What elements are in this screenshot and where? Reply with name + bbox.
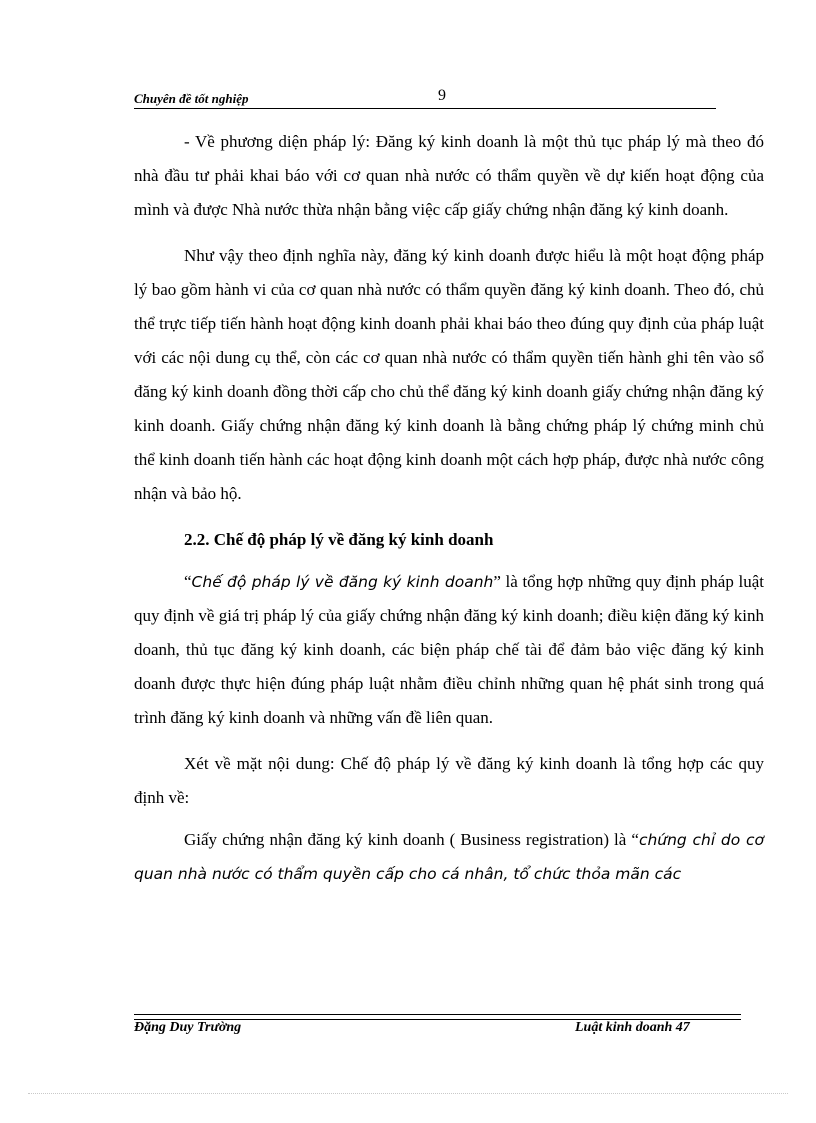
italic-term: Chế độ pháp lý về đăng ký kinh doanh	[191, 573, 494, 591]
paragraph-content: Xét về mặt nội dung: Chế độ pháp lý về đăng ký kinh doanh là tổng hợp các quy định về:	[134, 754, 764, 807]
page-edge-divider	[28, 1093, 788, 1094]
footer-author: Đặng Duy Trường	[134, 1020, 242, 1035]
paragraph-legal-regime-rest: ” là tổng hợp những quy định pháp luật quy định về giá trị pháp lý của giấy chứng nhận đăng ký kinh doanh; điều kiện đăng ký kinh doanh, thủ tục đăng ký kinh doanh, các biện pháp chế tài để đảm bảo việc đăng ký kinh doanh được thực hiện đúng pháp luật nhằm điều chỉnh những quan hệ phát sinh trong quá trình đăng ký kinh doanh và những vấn đề liên quan.	[134, 572, 764, 727]
open-quote: “	[184, 572, 192, 591]
paragraph-legal-aspect: - Về phương diện pháp lý: Đăng ký kinh doanh là một thủ tục pháp lý mà theo đó nhà đầu tư phải khai báo với cơ quan nhà nước có thẩm quyền về dự kiến hoạt động của mình và được Nhà nước thừa nhận bằng việc cấp giấy chứng nhận đăng ký kinh doanh.	[134, 132, 764, 219]
page-number: 9	[438, 87, 446, 104]
paragraph-certificate	[134, 823, 764, 891]
section-heading: 2.2. Chế độ pháp lý về đăng ký kinh doanh	[184, 530, 494, 549]
paragraph-legal-regime	[134, 565, 764, 735]
page-header	[134, 86, 716, 109]
paragraph-certificate-start: Giấy chứng nhận đăng ký kinh doanh ( Business registration) là “	[184, 830, 639, 849]
paragraph-definition: Như vậy theo định nghĩa này, đăng ký kinh doanh được hiểu là một hoạt động pháp lý bao gồm hành vi của cơ quan nhà nước có thẩm quyền đăng ký kinh doanh. Theo đó, chủ thể trực tiếp tiến hành hoạt động kinh doanh phải khai báo theo đúng quy định của pháp luật với các nội dung cụ thể, còn các cơ quan nhà nước có thẩm quyền tiến hành ghi tên vào sổ đăng ký kinh doanh đồng thời cấp cho chủ thể đăng ký kinh doanh giấy chứng nhận đăng ký kinh doanh. Giấy chứng nhận đăng ký kinh doanh là bằng chứng pháp lý chứng minh chủ thể kinh doanh tiến hành các hoạt động kinh doanh một cách hợp pháp, được nhà nước công nhận và bảo hộ.	[134, 246, 764, 503]
body-text	[134, 125, 764, 903]
header-title: Chuyên đề tốt nghiệp	[134, 91, 249, 106]
footer-class: Luật kinh doanh 47	[575, 1020, 690, 1035]
italic-quote: chứng chỉ do cơ quan nhà nước có thẩm quyền cấp cho cá nhân, tổ chức thỏa mãn các	[134, 831, 764, 883]
